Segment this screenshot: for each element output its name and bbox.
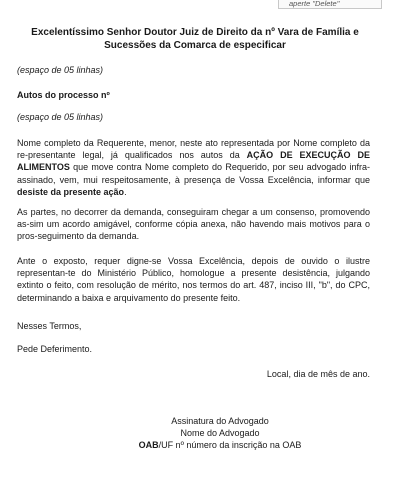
paragraph-1 [17,137,370,198]
place-date-line: Local, dia de mês de ano. [266,369,370,379]
spacer-note-2: (espaço de 05 linhas) [17,112,104,122]
signature-label: Assinatura do Advogado [171,416,269,426]
request-line: Pede Deferimento. [17,344,93,354]
closing-line: Nesses Termos, [17,321,82,331]
paragraph-1-text-b: que move contra Nome completo do Requerido, por seu advogado infra-assinado, vem, mui respeitosamente, à presença de Vossa Excelência, informar que [17,162,370,185]
signature-block [100,415,340,451]
paragraph-3: Ante o exposto, requer digne-se Vossa Excelência, depois de ouvido o ilustre representan-te do Ministério Público, homologue a presente desistência, julgando extinto o feito, com resolução de mérito, nos termos do art. 487, inciso III, "b", do CPC, determinando a baixa e arquivamento do presente feito. [17,256,370,303]
spacer-note-1: (espaço de 05 linhas) [17,65,104,75]
oab-label: OAB [138,440,159,450]
paragraph-1-text-c: . [124,186,127,197]
process-number-line: Autos do processo nº [17,90,110,100]
delete-hint-tab: aperte "Delete" [278,0,382,9]
action-name: AÇÃO DE EXECUÇÃO DE ALIMENTOS [17,150,370,173]
lawyer-name: Nome do Advogado [180,428,260,438]
paragraph-2: As partes, no decorrer da demanda, conseguiram chegar a um consenso, promovendo as-sim um acordo amigável, conforme cópia anexa, não havendo mais motivos para o pros-seguimento da demanda. [17,207,370,242]
document-heading: Excelentíssimo Senhor Doutor Juiz de Direito da nº Vara de Família e Sucessões da Comarca de especificar [31,27,359,51]
oab-registration [100,439,340,451]
paragraph-1-text-a: Nome completo da Requerente, menor, neste ato representada por Nome completo da re-presentante legal, já qualificados nos autos da [17,138,370,161]
withdrawal-statement: desiste da presente ação [17,186,125,197]
oab-number: /UF nº número da inscrição na OAB [158,440,302,450]
